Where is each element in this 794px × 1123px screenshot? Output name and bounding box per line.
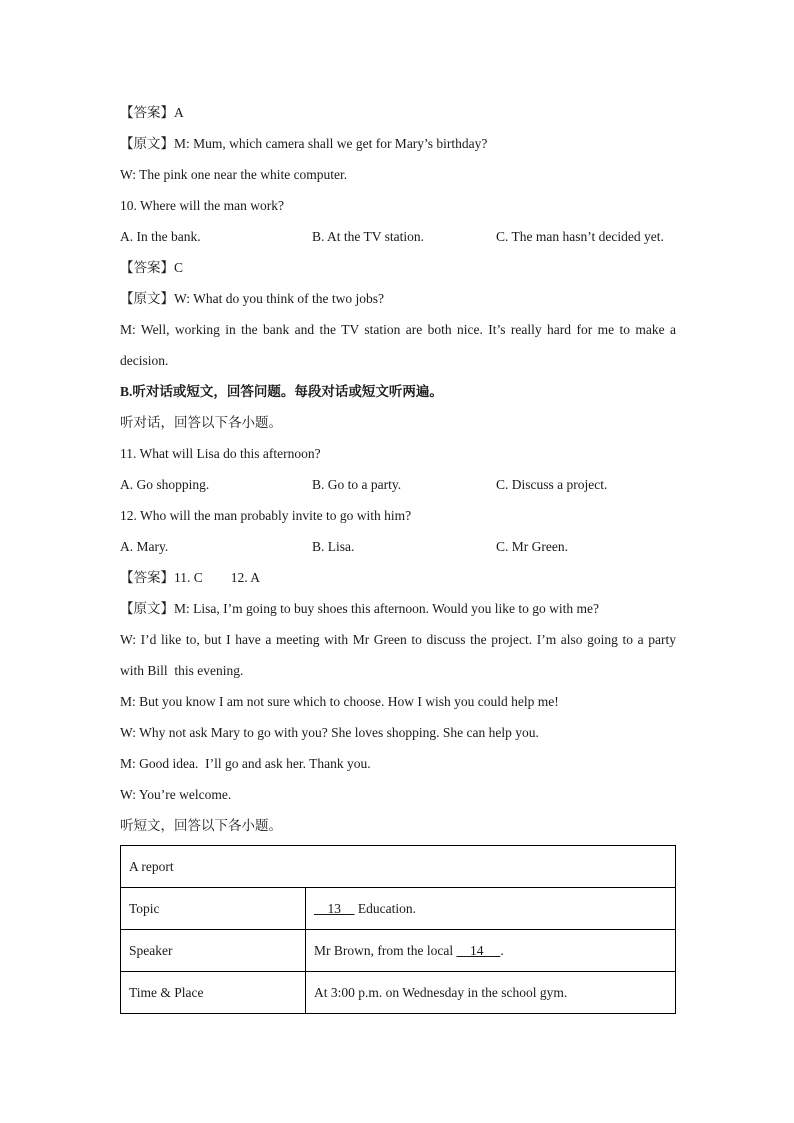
- answers-11-12: [120, 562, 676, 593]
- document-page: [120, 97, 676, 1014]
- answer-12: 12. A: [230, 570, 261, 585]
- table-row: [121, 888, 676, 930]
- script-11-man-3: M: Good idea. I’ll go and ask her. Thank you.: [120, 756, 371, 771]
- script-10-woman: 【原文】W: What do you think of the two jobs?: [120, 291, 384, 306]
- question-12-options: [120, 531, 676, 562]
- option-c: C. Mr Green.: [496, 539, 568, 554]
- passage-instruction: 听短文，回答以下各小题。: [120, 818, 282, 833]
- answer-blank-13[interactable]: 13: [314, 900, 355, 916]
- option-b: B. At the TV station.: [312, 229, 425, 244]
- script-11-man-2: M: But you know I am not sure which to choose. How I wish you could help me!: [120, 694, 559, 709]
- question-11: 11. What will Lisa do this afternoon?: [120, 446, 321, 461]
- answer-9: 【答案】A: [120, 105, 184, 120]
- script-9-woman: W: The pink one near the white computer.: [120, 167, 348, 182]
- option-c: C. The man hasn’t decided yet.: [496, 229, 664, 244]
- table-row: [121, 930, 676, 972]
- script-11-woman-3: W: You’re welcome.: [120, 787, 232, 802]
- option-b: B. Lisa.: [312, 539, 355, 554]
- script-11-woman-line-2: with Bill this evening.: [120, 663, 244, 678]
- answer-blank-14[interactable]: 14: [456, 942, 501, 958]
- dialogue-instruction: 听对话，回答以下各小题。: [120, 415, 282, 430]
- answer-10: 【答案】C: [120, 260, 184, 275]
- table-row: [121, 846, 676, 888]
- row-label: Time & Place: [121, 972, 306, 1014]
- script-10-man-line-2: decision.: [120, 353, 169, 368]
- table-row: [121, 972, 676, 1014]
- row-value: 13 Education.: [306, 888, 676, 930]
- question-11-options: [120, 469, 676, 500]
- script-11-woman-line-1: W: I’d like to, but I have a meeting with Mr Green to discuss the project. I’m also going to a party: [120, 632, 676, 647]
- answer-11: 【答案】11. C: [120, 570, 203, 585]
- script-11-woman-2: W: Why not ask Mary to go with you? She loves shopping. She can help you.: [120, 725, 539, 740]
- script-11-man: 【原文】M: Lisa, I’m going to buy shoes this afternoon. Would you like to go with me?: [120, 601, 599, 616]
- question-12: 12. Who will the man probably invite to go with him?: [120, 508, 412, 523]
- question-10: 10. Where will the man work?: [120, 198, 284, 213]
- option-c: C. Discuss a project.: [496, 477, 608, 492]
- row-label: Speaker: [121, 930, 306, 972]
- table-title: A report: [121, 846, 676, 888]
- section-b-heading: B.听对话或短文，回答问题。每段对话或短文听两遍。: [120, 384, 443, 399]
- row-label: Topic: [121, 888, 306, 930]
- option-a: A. In the bank.: [120, 229, 201, 244]
- option-b: B. Go to a party.: [312, 477, 402, 492]
- question-10-options: [120, 221, 676, 252]
- script-10-man-line-1: M: Well, working in the bank and the TV station are both nice. It’s really hard for me to make a: [120, 322, 676, 337]
- report-table: [120, 845, 676, 1014]
- row-value: Mr Brown, from the local 14 .: [306, 930, 676, 972]
- row-value: At 3:00 p.m. on Wednesday in the school gym.: [306, 972, 676, 1014]
- option-a: A. Go shopping.: [120, 477, 210, 492]
- script-9-man: 【原文】M: Mum, which camera shall we get for Mary’s birthday?: [120, 136, 488, 151]
- option-a: A. Mary.: [120, 539, 169, 554]
